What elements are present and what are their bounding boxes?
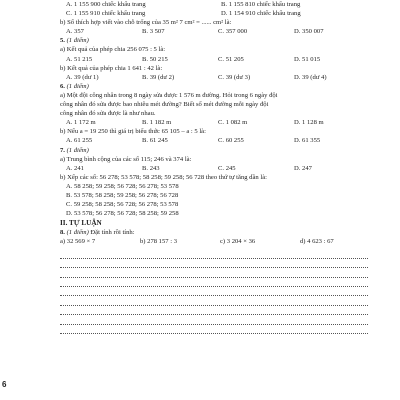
- q7a-option-d: D. 247: [294, 164, 312, 172]
- q8-parts: [60, 237, 370, 246]
- q6a-option-c: C. 1 082 m: [218, 119, 248, 127]
- q3-options-row-1: [60, 0, 370, 9]
- q6b-option-b: B. 61 245: [142, 137, 168, 145]
- answer-line[interactable]: [60, 306, 368, 315]
- q3b-question: b) Số thích hợp viết vào chỗ trống của 35 m² 7 cm² = ...... cm² là:: [60, 19, 232, 27]
- q5a-option-d: D. 51 015: [294, 55, 321, 63]
- answer-line[interactable]: [60, 296, 368, 305]
- q5a-option-a: A. 51 215: [66, 55, 93, 63]
- page-number: 6: [2, 380, 7, 389]
- q7b-question: b) Xếp các số: 56 278; 53 578; 58 258; 59 258; 56 728 theo thứ tự tăng dần là:: [60, 173, 267, 181]
- answer-line[interactable]: [60, 315, 368, 324]
- q6a-option-d: D. 1 128 m: [294, 119, 324, 127]
- q8-part-a: a) 32 569 × 7: [60, 238, 96, 246]
- section-2-title: II. TỰ LUẬN: [60, 219, 102, 228]
- q5b-question: b) Kết quả của phép chia 1 641 : 42 là:: [60, 64, 163, 72]
- q8-part-d: d) 4 623 : 67: [300, 238, 334, 246]
- q8-points: (1 điểm): [66, 229, 89, 237]
- answer-line[interactable]: [60, 278, 368, 287]
- q7-number: 7.: [60, 146, 65, 154]
- q5a-option-b: B. 50 215: [142, 55, 168, 63]
- q7b-option-d: D. 53 578; 56 278; 56 728; 58 258; 59 258: [66, 210, 179, 218]
- answer-line[interactable]: [60, 287, 368, 296]
- q7a-option-c: C. 245: [218, 164, 236, 172]
- q6-number: 6.: [60, 82, 65, 90]
- q5a-option-c: C. 51 205: [218, 55, 244, 63]
- q6-points: (1 điểm): [66, 82, 89, 90]
- q5b-option-c: C. 39 (dư 3): [218, 73, 251, 81]
- q6b-option-c: C. 60 255: [218, 137, 244, 145]
- q7b-option-c: C. 59 258; 58 258; 56 728; 56 278; 53 578: [66, 201, 179, 209]
- q7a-option-a: A. 241: [66, 164, 84, 172]
- q7b-option-b: B. 53 578; 58 258; 59 258; 56 278; 56 728: [66, 191, 179, 199]
- q3b-option-a: A. 357: [66, 28, 84, 36]
- answer-line[interactable]: [60, 325, 368, 334]
- q5-heading: [60, 36, 370, 45]
- answer-line[interactable]: [60, 250, 368, 259]
- q7a-question: a) Trung bình cộng của các số 115; 246 và 374 là:: [60, 155, 192, 163]
- q5a-question: a) Kết quả của phép chia 256 075 : 5 là:: [60, 46, 166, 54]
- q8-number: 8.: [60, 229, 65, 237]
- q5b-option-a: A. 39 (dư 1): [66, 73, 99, 81]
- q7-points: (1 điểm): [66, 146, 89, 154]
- q6b-question: b) Nếu a = 19 250 thì giá trị biểu thức 65 105 – a : 5 là:: [60, 128, 206, 136]
- q3-option-c: C. 1 155 910 chiếc khẩu trang: [66, 10, 146, 18]
- q3b-option-c: C. 357 000: [218, 28, 248, 36]
- q8-part-b: b) 278 157 : 3: [140, 238, 177, 246]
- answer-lines: [60, 250, 370, 335]
- q8-instruction: Đặt tính rồi tính:: [90, 229, 135, 237]
- q3b-option-b: B. 3 507: [142, 28, 165, 36]
- q5-points: (1 điểm): [66, 37, 89, 45]
- q6a-option-a: A. 1 172 m: [66, 119, 96, 127]
- q7a-option-b: B. 243: [142, 164, 160, 172]
- q6a-options: [60, 118, 370, 127]
- q3b-options: [60, 27, 370, 36]
- q3-option-d: D. 1 154 910 chiếc khẩu trang: [221, 10, 301, 18]
- q6a-question-line-2: công nhân đó sửa được bao nhiêu mét đường? Biết số mét đường mỗi ngày đội: [60, 101, 269, 109]
- q7b-option-a: A. 58 258; 59 258; 56 728; 56 278; 53 578: [66, 182, 179, 190]
- q6a-question-line-1: a) Một đội công nhân trong 8 ngày sửa được 1 576 m đường. Hỏi trong 6 ngày đội: [60, 91, 278, 99]
- q5-number: 5.: [60, 37, 65, 45]
- q3-options-row-2: [60, 9, 370, 18]
- q5a-options: [60, 55, 370, 64]
- answer-line[interactable]: [60, 259, 368, 268]
- q5b-options: [60, 73, 370, 82]
- answer-line[interactable]: [60, 268, 368, 277]
- q6b-option-a: A. 61 255: [66, 137, 93, 145]
- q8-part-c: c) 3 204 × 36: [220, 238, 256, 246]
- q6-heading: [60, 82, 370, 91]
- q6b-option-d: D. 61 355: [294, 137, 321, 145]
- worksheet-page: [60, 0, 370, 400]
- q6a-question-line-3: công nhân đó sửa được là như nhau.: [60, 110, 156, 118]
- q7a-options: [60, 164, 370, 173]
- q5b-option-d: D. 39 (dư 4): [294, 73, 327, 81]
- q3-option-b: B. 1 155 810 chiếc khẩu trang: [221, 1, 301, 8]
- q8-heading: [60, 228, 370, 237]
- q3b-option-d: D. 350 007: [294, 28, 324, 36]
- q5b-option-b: B. 39 (dư 2): [142, 73, 175, 81]
- q7-heading: [60, 146, 370, 155]
- q6b-options: [60, 136, 370, 145]
- q6a-option-b: B. 1 182 m: [142, 119, 172, 127]
- q3-option-a: A. 1 155 900 chiếc khẩu trang: [66, 1, 146, 8]
